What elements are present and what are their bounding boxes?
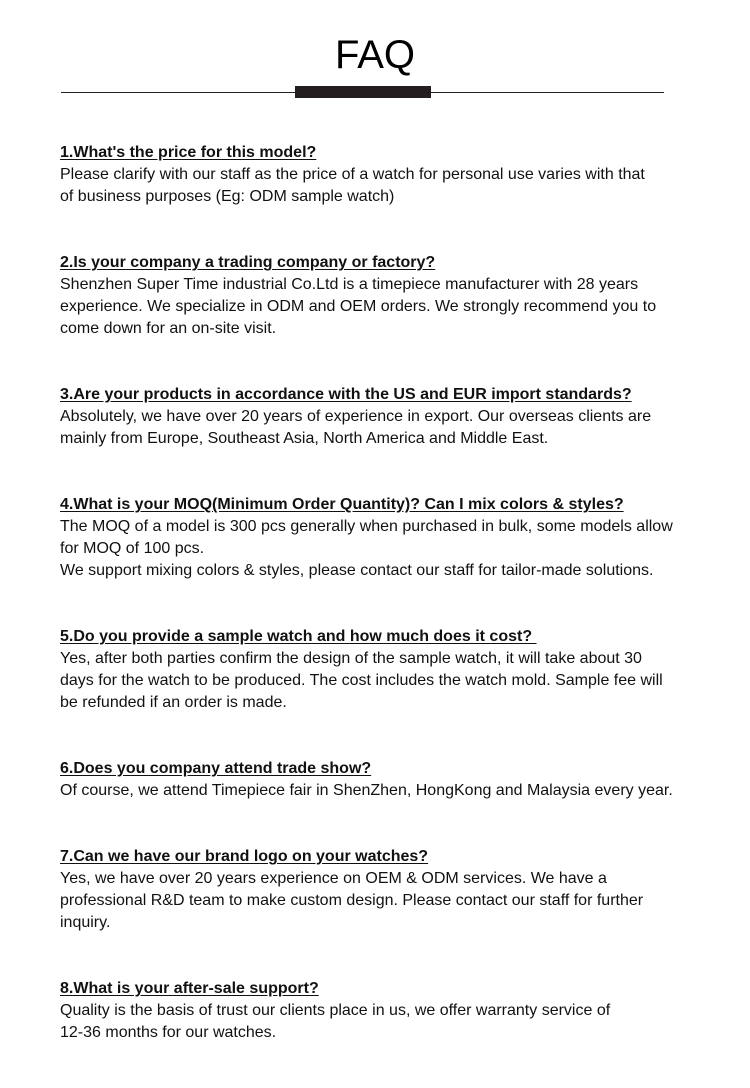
faq-answer-line: for MOQ of 100 pcs. — [60, 540, 205, 557]
faq-item — [60, 494, 720, 582]
faq-answer-line: of business purposes (Eg: ODM sample watch) — [60, 188, 395, 205]
faq-item — [60, 252, 720, 340]
faq-answer-line: 12-36 months for our watches. — [60, 1024, 277, 1041]
faq-question: 6.Does you company attend trade show? — [60, 760, 372, 777]
faq-answer-line: mainly from Europe, Southeast Asia, North America and Middle East. — [60, 430, 549, 447]
faq-question: 8.What is your after-sale support? — [60, 980, 319, 997]
faq-item — [60, 758, 720, 802]
page-title: FAQ — [334, 33, 416, 77]
faq-item — [60, 142, 720, 208]
faq-question: 2.Is your company a trading company or factory? — [60, 254, 436, 271]
title-divider-bar — [295, 86, 431, 98]
faq-question: 1.What's the price for this model? — [60, 144, 317, 161]
faq-question: 3.Are your products in accordance with the US and EUR import standards? — [60, 386, 632, 403]
faq-item — [60, 978, 720, 1044]
faq-answer-line: Yes, after both parties confirm the design of the sample watch, it will take about 30 — [60, 650, 642, 667]
faq-question: 5.Do you provide a sample watch and how much does it cost? — [60, 628, 537, 645]
faq-answer-line: The MOQ of a model is 300 pcs generally when purchased in bulk, some models allow — [60, 518, 673, 535]
faq-answer-line: Yes, we have over 20 years experience on OEM & ODM services. We have a — [60, 870, 607, 887]
faq-item — [60, 384, 720, 450]
faq-answer-line: come down for an on-site visit. — [60, 320, 277, 337]
faq-answer-line: days for the watch to be produced. The cost includes the watch mold. Sample fee will — [60, 672, 663, 689]
faq-answer-line: Absolutely, we have over 20 years of experience in export. Our overseas clients are — [60, 408, 652, 425]
faq-question: 7.Can we have our brand logo on your watches? — [60, 848, 429, 865]
faq-answer-line: professional R&D team to make custom design. Please contact our staff for further — [60, 892, 644, 909]
faq-answer-line: inquiry. — [60, 914, 111, 931]
faq-answer-line: Shenzhen Super Time industrial Co.Ltd is a timepiece manufacturer with 28 years — [60, 276, 639, 293]
faq-item — [60, 846, 720, 934]
faq-question: 4.What is your MOQ(Minimum Order Quantity)? Can I mix colors & styles? — [60, 496, 624, 513]
faq-answer-line: experience. We specialize in ODM and OEM orders. We strongly recommend you to — [60, 298, 657, 315]
faq-answer-line: We support mixing colors & styles, please contact our staff for tailor-made solutions. — [60, 562, 654, 579]
faq-answer-line: Of course, we attend Timepiece fair in ShenZhen, HongKong and Malaysia every year. — [60, 782, 673, 799]
faq-answer-line: be refunded if an order is made. — [60, 694, 287, 711]
faq-item — [60, 626, 720, 714]
faq-answer-line: Please clarify with our staff as the price of a watch for personal use varies with that — [60, 166, 645, 183]
faq-answer-line: Quality is the basis of trust our clients place in us, we offer warranty service of — [60, 1002, 611, 1019]
